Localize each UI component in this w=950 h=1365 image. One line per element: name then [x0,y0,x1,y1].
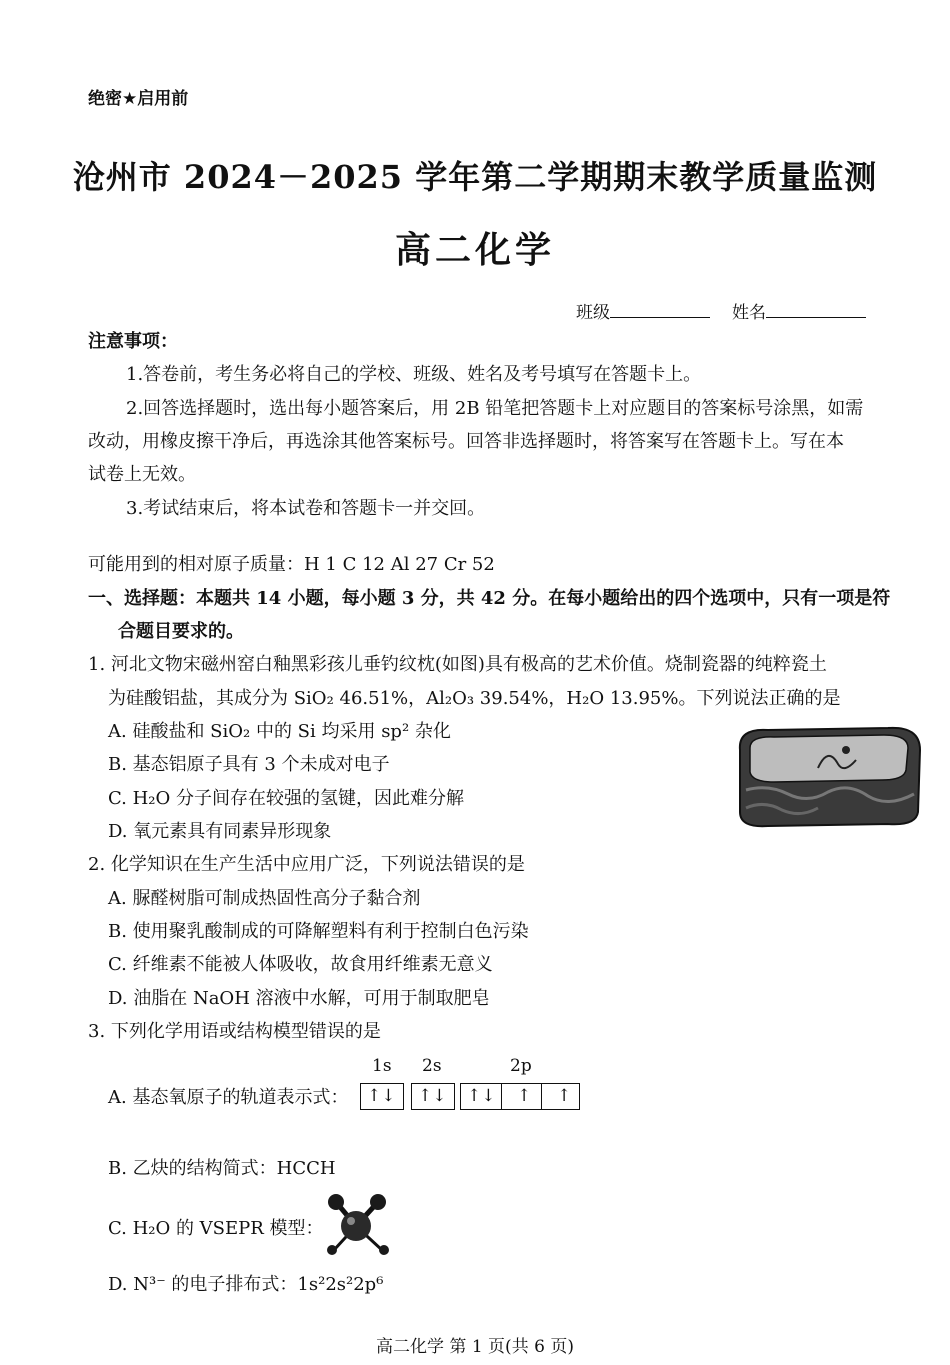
q3-option-c: C. H₂O 的 VSEPR 模型： [108,1218,324,1239]
class-label: 班级 [576,303,610,323]
q2-option-b: B. 使用聚乳酸制成的可降解塑料有利于控制白色污染 [108,921,529,942]
q1-stem-cont: 为硅酸铝盐，其成分为 SiO₂ 46.51%，Al₂O₃ 39.54%，H₂O 13.95%。下列说法正确的是 [108,688,841,709]
notice-item-2-end: 试卷上无效。 [88,464,196,485]
q1-option-b: B. 基态铝原子具有 3 个未成对电子 [108,754,390,775]
orbital-arrows-2p-z: ↑ [557,1086,572,1106]
vsepr-model-image [320,1190,400,1262]
section-1-heading: 一、选择题：本题共 14 小题，每小题 3 分，共 42 分。在每小题给出的四个选项中，只有一项是符 [88,588,891,609]
name-label: 姓名 [732,303,766,323]
q1-option-d: D. 氧元素具有同素异形现象 [108,821,332,842]
pillow-artifact-image [728,720,928,830]
q1-option-c: C. H₂O 分子间存在较强的氢键，因此难分解 [108,788,464,809]
q2-option-a: A. 脲醛树脂可制成热固性高分子黏合剂 [108,888,421,909]
name-blank [766,301,866,318]
notice-item-1: 1.答卷前，考生务必将自己的学校、班级、姓名及考号填写在答题卡上。 [126,364,702,385]
student-info-line [576,298,866,323]
confidential-mark: 绝密★启用前 [88,89,189,109]
orbital-arrows-2p-y: ↑ [517,1086,532,1106]
class-blank [610,301,710,318]
notice-heading: 注意事项： [88,331,178,352]
orbital-arrows-2p-x: ↑↓ [467,1086,496,1106]
q3-option-b: B. 乙炔的结构简式：HCCH [108,1158,336,1179]
orbital-box-2s [411,1083,455,1110]
section-1-heading-cont: 合题目要求的。 [118,621,244,642]
q3-option-d: D. N³⁻ 的电子排布式：1s²2s²2p⁶ [108,1274,384,1295]
orbital-arrows-1s: ↑↓ [367,1086,396,1106]
q3-stem: 3. 下列化学用语或结构模型错误的是 [88,1021,381,1042]
q2-stem: 2. 化学知识在生产生活中应用广泛，下列说法错误的是 [88,854,525,875]
orbital-box-2p [460,1083,580,1110]
page-footer: 高二化学 第 1 页(共 6 页) [376,1337,574,1357]
notice-item-2-cont: 改动，用橡皮擦干净后，再选涂其他答案标号。回答非选择题时，将答案写在答题卡上。写在本 [88,431,844,452]
q1-option-a: A. 硅酸盐和 SiO₂ 中的 Si 均采用 sp² 杂化 [108,721,451,742]
q3-option-a: A. 基态氧原子的轨道表示式： [108,1087,349,1108]
exam-title: 沧州市 2024－2025 学年第二学期期末教学质量监测 [72,158,878,196]
subject-title: 高二化学 [394,229,555,271]
q1-stem: 1. 河北文物宋磁州窑白釉黑彩孩儿垂钓纹枕(如图)具有极高的艺术价值。烧制瓷器的纯粹瓷土 [88,654,827,675]
orbital-label-2s: 2s [422,1056,442,1076]
orbital-box-1s [360,1083,404,1110]
orbital-arrows-2s: ↑↓ [418,1086,447,1106]
q2-option-c: C. 纤维素不能被人体吸收，故食用纤维素无意义 [108,954,493,975]
q2-option-d: D. 油脂在 NaOH 溶液中水解，可用于制取肥皂 [108,988,490,1009]
notice-item-2: 2.回答选择题时，选出每小题答案后，用 2B 铅笔把答题卡上对应题目的答案标号涂黑，如需 [126,398,864,419]
atomic-masses: 可能用到的相对原子质量：H 1 C 12 Al 27 Cr 52 [88,554,495,575]
orbital-label-2p: 2p [510,1056,532,1076]
notice-item-3: 3.考试结束后，将本试卷和答题卡一并交回。 [126,498,486,519]
orbital-label-1s: 1s [372,1056,392,1076]
